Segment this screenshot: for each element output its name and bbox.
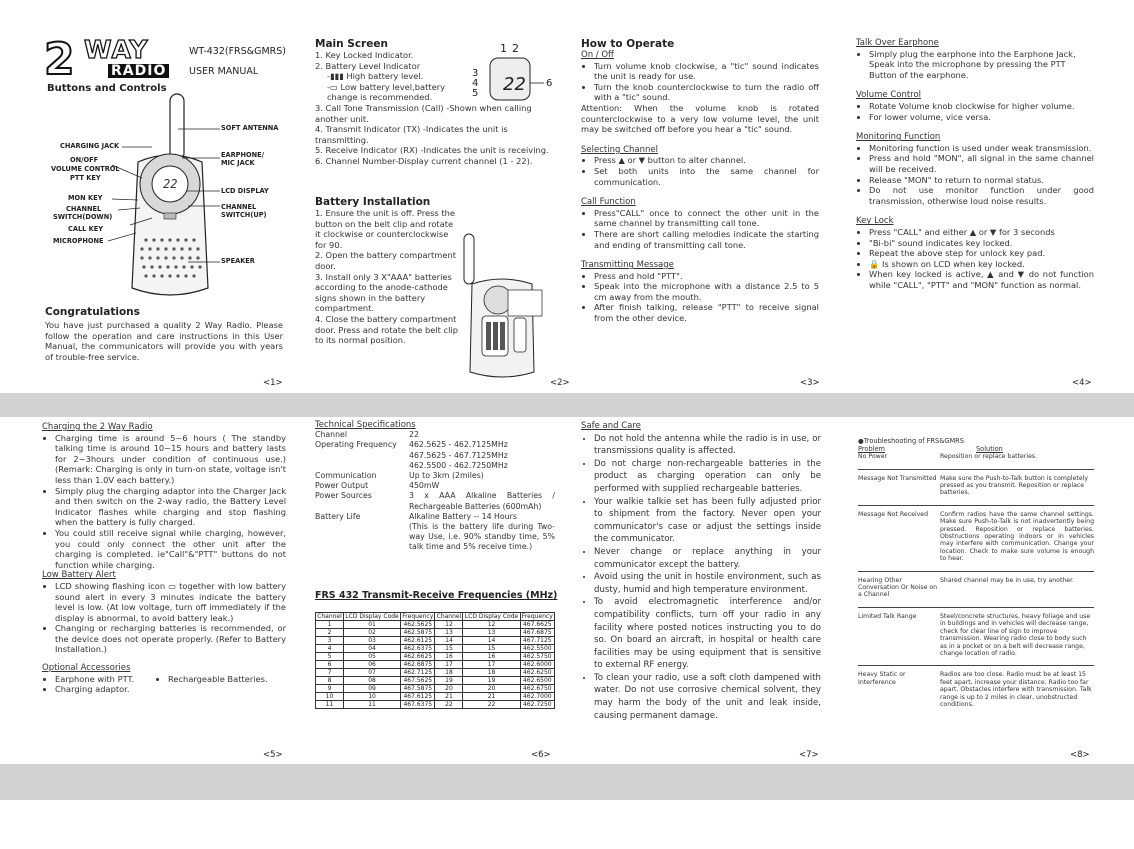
page-1-congrats [45,306,283,362]
spec-value: (This is the battery life during Two-way Use, i.e. 90% standby time, 5% talk time and 5% receive time.) [409,522,555,552]
freq-row [316,693,555,701]
key-lock-item: • Repeat the above step for unlock key pad. [869,248,1094,259]
battery-step: 3. Install only 3 X"AAA" batteries according to the anode-cathode signs shown in the battery compartment. [315,271,452,314]
page-number-6: <6> [531,750,551,760]
frequency-table [315,612,555,709]
main-screen-item: 6. Channel Number-Display current channel (1 - 22). [315,155,533,166]
logo-number: 2 [44,34,74,85]
freq-cell: 9 [316,685,344,693]
main-screen-item: 3. Call Tone Transmission (Call) -Shown when calling another unit. [315,102,532,124]
main-screen-item: 2. Battery Level Indicator [315,60,421,71]
key-lock-item: • When key locked is active, ▲ and ▼ do not function while "CALL", "PTT" and "MON" function as normal. [869,269,1094,290]
speaker-label: SPEAKER [221,257,255,265]
main-screen-item: -▭ Low battery level,battery change is recommended. [327,81,446,103]
spec-key: Communication [315,471,377,481]
freq-row [316,685,555,693]
spec-value: 22 [409,430,419,440]
freq-header-row [316,613,555,621]
freq-row [316,653,555,661]
freq-cell: 1 [316,621,344,629]
safe-care-item: • To avoid electromagnetic interference and/or compatibility conflicts, turn off your radio in any facility where posted notices instructing you to do so. On board an aircraft, in hospital or health care facilities may be using equipment that is sensitive to external RF energy. [594,596,821,672]
buttons-controls-title: Buttons and Controls [47,83,167,94]
key-lock-item: • "Bi-bi" sound indicates key locked. [869,238,1094,249]
freq-cell: 17 [435,661,463,669]
spec-key: Operating Frequency [315,440,397,450]
troubleshooting-row [858,571,1094,607]
call-function-item: • Press"CALL" once to connect the other unit in the same channel by transmitting call tone. [594,208,819,229]
freq-cell: 12 [463,621,520,629]
freq-table-title: FRS 432 Transmit-Receive Frequencies (MHz) [315,590,558,601]
call-function-title: Call Function [581,197,636,208]
freq-cell: 462.5750 [520,653,554,661]
troubleshooting-row [858,505,1094,571]
call-function-item: • There are short calling melodies indicate the starting and ending of transmitting call tone. [594,229,819,250]
freq-cell: 462.6875 [401,661,435,669]
problem-cell: Message Not Received [858,510,929,518]
solution-cell: Confirm radios have the same channel settings. Make sure Push-to-Talk is not inadvertently being pressed. Reposition or replace batteries. Obstructions operating indoors or in vehicles may interfere with communication. Change your location. Check to make sure volume is enough to hear. [940,510,1094,563]
selecting-channel-item: • Press ▲ or ▼ button to alter channel. [594,155,819,166]
freq-cell: 467.6125 [401,693,435,701]
radio-back-illustration [458,232,546,382]
freq-cell: 08 [343,677,400,685]
attention-text: Attention: When the volume knob is rotated counterclockwise to a very low volume level, the unit may be switched off before you hear a "tic" sound. [581,102,819,135]
freq-cell: 18 [463,669,520,677]
volume-control-item: • For lower volume, vice versa. [869,112,1094,123]
freq-row [316,701,555,709]
freq-cell: 467.6375 [401,701,435,709]
safe-care-item: • Your walkie talkie set has been fully adjusted prior to shipment from the factory. Never open your communicator's case or adjust the settings inside the communicator. [594,496,821,546]
spec-value: Alkaline Battery -- 14 Hours [409,511,517,521]
freq-header: Channel [317,613,342,620]
charging-item: • You could still receive signal while charging, however, you could only connect the other unit after the charging is completed. ie"Call"&"PTT" buttons do not function while charging. [55,528,286,570]
freq-row [316,637,555,645]
freq-cell: 09 [343,685,400,693]
troubleshooting-row [858,665,1094,716]
page-number-5: <5> [263,750,283,760]
spec-key: Power Sources [315,491,372,501]
spec-key [315,451,409,461]
divider-band-middle [0,393,1134,417]
on-off-title: On / Off [581,50,614,60]
freq-cell: 467.7125 [520,637,554,645]
spec-key: Battery Life [315,511,361,521]
monitoring-function-item: • Release "MON" to return to normal status. [869,175,1094,186]
on-off-label: ON/OFF [70,156,99,164]
divider-band-bottom [0,764,1134,800]
safe-care-item: • Never change or replace anything in your communicator except the battery. [594,546,821,571]
monitoring-function-item: • Press and hold "MON", all signal in the same channel will be received. [869,153,1094,174]
freq-cell: 19 [435,677,463,685]
safe-care-item: • Do not hold the antenna while the radio is in use, or transmissions quality is affected. [594,433,821,458]
lcd-num-3: 3 [472,68,479,79]
problem-cell: No Power [858,453,888,461]
transmitting-message-item: • Press and hold "PTT". [594,271,819,282]
solution-cell: Shared channel may be in use, try another. [940,576,1075,584]
freq-cell: 5 [316,653,344,661]
spec-key: Channel [315,430,348,440]
call-key-label: CALL KEY [68,225,104,233]
freq-cell: 462.6000 [520,661,554,669]
main-screen-item: 5. Receive Indicator (RX) -Indicates the unit is receiving. [315,145,549,156]
freq-cell: 04 [343,645,400,653]
logo [44,34,184,85]
freq-cell: 11 [343,701,400,709]
channel-down-label-2: SWITCH(DOWN) [53,213,113,221]
freq-header: LCD Display Code [464,613,519,620]
battery-step: 4. Close the battery compartment door. Press and rotate the belt clip to its normal position. [315,313,458,346]
monitoring-function-title: Monitoring Function [856,132,941,143]
freq-cell: 17 [463,661,520,669]
lcd-num-4: 4 [472,78,479,89]
problem-column-header: Problem [858,444,885,453]
safe-care-title: Safe and Care [581,421,641,431]
page-number-1: <1> [263,378,283,388]
freq-cell: 11 [316,701,344,709]
freq-cell: 22 [463,701,520,709]
spec-value: 462.5500 - 462.7250MHz [409,460,508,470]
spec-key: Power Output [315,481,369,491]
freq-cell: 20 [435,685,463,693]
freq-cell: 06 [343,661,400,669]
freq-header: LCD Display Code [345,613,399,620]
charging-item: • Simply plug the charging adaptor into the Charger Jack and then switch on the 2-way radio, the Battery Level Indicator flashes while charging and stop flashing when the battery is fully charged. [55,486,286,528]
freq-cell: 20 [463,685,520,693]
freq-row [316,661,555,669]
spec-value: Up to 3km (2miles) [409,471,484,481]
key-lock-title: Key Lock [856,216,894,227]
page-4-features [856,38,1094,290]
freq-cell: 467.5625 [401,677,435,685]
main-screen-item: -▮▮▮ High battery level. [327,71,424,82]
freq-cell: 462.6250 [520,669,554,677]
lcd-diagram [468,40,558,106]
spec-value: 450mW [409,481,440,491]
how-to-operate-title: How to Operate [581,38,675,50]
lcd-num-5: 5 [472,88,479,99]
freq-cell: 10 [316,693,344,701]
troubleshooting-row [858,453,1094,468]
freq-cell: 462.6500 [520,677,554,685]
page-number-2: <2> [550,378,570,388]
on-off-item: • Turn the knob counterclockwise to turn the radio off with a "tic" sound. [594,82,819,103]
problem-cell: Message Not Transmitted [858,474,937,482]
earphone-jack-label-1: EARPHONE/ [221,151,265,159]
freq-cell: 462.5500 [520,645,554,653]
key-lock-item: • 🔒 Is shown on LCD when key locked. [869,259,1094,270]
low-battery-item: • Changing or recharging batteries is recommended, or the device does not operate properly. (Refer to Battery Installation.) [55,623,286,655]
page-5-charging [42,422,286,695]
safe-care-item: • To clean your radio, use a soft cloth dampened with water. Do not use corrosive chemical solvent, they may harm the body of the unit and leak inside, causing permanent damage. [594,672,821,722]
freq-cell: 02 [343,629,400,637]
troubleshooting-row [858,607,1094,665]
transmitting-message-title: Transmitting Message [581,260,674,271]
troubleshooting-title: ●Troubleshooting of FRS&GMRS [858,437,964,445]
spec-value: 462.5625 - 462.7125MHz [409,440,508,450]
freq-cell: 467.6875 [520,629,554,637]
battery-step: 1. Ensure the unit is off. Press the button on the belt clip and rotate it clockwise or counterclockwise for 90. [315,208,455,250]
freq-cell: 6 [316,661,344,669]
problem-cell: Hearing Other Conversation Or Noise on a Channel [858,576,938,599]
freq-cell: 19 [463,677,520,685]
main-screen-title: Main Screen [315,38,388,50]
freq-cell: 15 [435,645,463,653]
freq-row [316,645,555,653]
logo-radio: RADIO [108,64,169,78]
freq-cell: 462.7250 [520,701,554,709]
channel-up-label-2: SWITCH(UP) [221,211,267,219]
congrats-title: Congratulations [45,306,140,318]
charging-item: • Charging time is around 5~6 hours ( The standby talking time is around 10~15 hours and battery lasts for 2~3hours under condition of continuous use.) (Remark: Charging is only in turn-on state, voltage isn't less than 1.0V each battery.) [55,433,286,486]
accessory-item: • Charging adaptor. [55,684,286,695]
optional-accessories-title: Optional Accessories [42,663,131,674]
freq-cell: 462.6375 [401,645,435,653]
low-battery-item: • LCD showing flashing icon ▭ together with low battery sound alert in every 3 minutes indicate the battery level is low. (At low voltage, turn off immediately if the display is abnormal, to avoid battery leak.) [55,581,286,623]
freq-cell: 14 [435,637,463,645]
volume-control-item: • Rotate Volume knob clockwise for higher volume. [869,101,1094,112]
freq-cell: 16 [435,653,463,661]
channel-up-label-1: CHANNEL [221,203,257,211]
freq-cell: 462.6625 [401,653,435,661]
key-lock-item: • Press "CALL" and either ▲ or ▼ for 3 seconds [869,227,1094,238]
main-screen-item: 4. Transmit Indicator (TX) -Indicates the unit is transmitting. [315,124,508,145]
selecting-channel-title: Selecting Channel [581,144,658,155]
solution-column-header: Solution [976,444,1003,453]
lcd-num-1: 1 [500,42,507,55]
low-battery-title: Low Battery Alert [42,570,116,581]
freq-cell: 467.6625 [520,621,554,629]
model-number: WT-432(FRS&GMRS) [189,46,286,57]
accessory-item: • Rechargeable Batteries. [168,674,268,685]
monitoring-function-item: • Do not use monitor function under good transmission, otherwise loud noise results. [869,185,1094,206]
freq-header: Channel [436,613,462,620]
freq-cell: 05 [343,653,400,661]
soft-antenna-label: SOFT ANTENNA [221,124,279,132]
freq-cell: 22 [435,701,463,709]
microphone-label: MICROPHONE [53,237,104,245]
freq-cell: 7 [316,669,344,677]
volume-control-label: VOLUME CONTROL [51,165,120,173]
callout-lines [100,120,230,270]
safe-care-item: • Avoid using the unit in hostile environment, such as dusty, humid and high temperature environment. [594,571,821,596]
page-6-specs [315,420,555,553]
freq-cell: 467.5875 [401,685,435,693]
problem-cell: Heavy Static or Interference [858,671,906,686]
freq-cell: 01 [343,621,400,629]
freq-cell: 13 [435,629,463,637]
freq-cell: 462.5875 [401,629,435,637]
talk-over-earphone-item: • Simply plug the earphone into the Earphone Jack, Speak into the microphone by pressing the PTT Button of the earphone. [869,49,1094,81]
battery-install-title: Battery Installation [315,196,431,208]
channel-down-label-1: CHANNEL [66,205,102,213]
page-number-3: <3> [800,378,820,388]
freq-cell: 10 [343,693,400,701]
lcd-num-2: 2 [512,42,519,55]
freq-cell: 2 [316,629,344,637]
talk-over-earphone-title: Talk Over Earphone [856,38,939,48]
freq-cell: 3 [316,637,344,645]
lcd-num-6: 6 [546,78,553,89]
spec-key [315,461,409,471]
battery-step: 2. Open the battery compartment door. [315,250,456,271]
lcd-display-label: LCD DISPLAY [221,187,269,195]
spec-key [315,522,409,553]
freq-cell: 462.6125 [401,637,435,645]
solution-cell: Steel/concrete structures, heavy foliage and use in buildings and in vehicles will decrease range, check for clear line of sign to improve transmission. Wearing radio close to body such as in a pocket or on a belt will decrease range, change location of radio. [940,612,1091,657]
page-2-battery [315,196,461,346]
page-number-7: <7> [799,750,819,760]
ptt-key-label: PTT KEY [70,174,101,182]
congrats-text: You have just purchased a quality 2 Way Radio. Please follow the operation and care instructions in this User Manual, the communicators will provide you with years of trouble-free service. [45,320,283,362]
page-7-safe-care [581,420,821,722]
lcd-big-number: 22 [503,74,526,95]
transmitting-message-item: • After finish talking, release "PTT" to receive signal from the other device. [594,302,819,323]
mon-key-label: MON KEY [68,194,103,202]
spec-value: 467.5625 - 467.7125MHz [409,450,508,460]
volume-control-title: Volume Control [856,90,922,101]
freq-header: Frequency [402,613,434,620]
freq-cell: 13 [463,629,520,637]
freq-cell: 21 [435,693,463,701]
logo-way: WAY [84,35,149,64]
main-screen-item: 1. Key Locked Indicator. [315,50,414,60]
page-8-troubleshooting [858,438,1094,716]
freq-cell: 462.7000 [520,693,554,701]
charging-jack-label: CHARGING JACK [60,142,120,150]
earphone-jack-label-2: MIC JACK [221,159,255,167]
solution-cell: Reposition or replace batteries. [940,453,1038,461]
troubleshooting-row [858,469,1094,505]
spec-value: 3 x AAA Alkaline Batteries / Rechargeable Batteries (600mAh) [409,491,555,511]
freq-cell: 462.7125 [401,669,435,677]
freq-row [316,669,555,677]
freq-cell: 15 [463,645,520,653]
selecting-channel-item: • Set both units into the same channel for communication. [594,166,819,187]
on-off-item: • Turn volume knob clockwise, a "tic" sound indicates the unit is ready for use. [594,61,819,82]
monitoring-function-item: • Monitoring function is used under weak transmission. [869,143,1094,154]
freq-cell: 4 [316,645,344,653]
problem-cell: Limited Talk Range [858,612,917,620]
freq-cell: 8 [316,677,344,685]
freq-cell: 462.6750 [520,685,554,693]
freq-row [316,629,555,637]
freq-cell: 03 [343,637,400,645]
solution-cell: Radios are too close. Radio must be at least 15 feet apart, increase your distance. Radio too far apart. Obstacles interfere with transmission. Talk range is up to 2 miles in clear, unobstructed conditions. [940,671,1092,708]
lcd-number: 22 [163,177,178,191]
freq-row [316,621,555,629]
tech-specs-title: Technical Specifications [315,420,416,430]
page-number-8: <8> [1070,750,1090,760]
page-3-how-to-operate [581,38,819,324]
freq-cell: 16 [463,653,520,661]
freq-cell: 07 [343,669,400,677]
freq-cell: 12 [435,621,463,629]
freq-cell: 18 [435,669,463,677]
page-number-4: <4> [1072,378,1092,388]
freq-row [316,677,555,685]
freq-cell: 462.5625 [401,621,435,629]
transmitting-message-item: • Speak into the microphone with a distance 2.5 to 5 cm away from the mouth. [594,281,819,302]
charging-title: Charging the 2 Way Radio [42,422,153,432]
freq-cell: 14 [463,637,520,645]
freq-header: Frequency [521,613,553,620]
manual-label: USER MANUAL [189,66,259,77]
freq-cell: 21 [463,693,520,701]
solution-cell: Make sure the Push-to-Talk button is completely pressed as you transmit. Reposition or replace batteries. [940,474,1089,497]
safe-care-item: • Do not charge non-rechargeable batteries in the product as charging operation can only be performed with supplied rechargeable batteries. [594,458,821,496]
accessory-item: • Earphone with PTT. [55,674,155,685]
